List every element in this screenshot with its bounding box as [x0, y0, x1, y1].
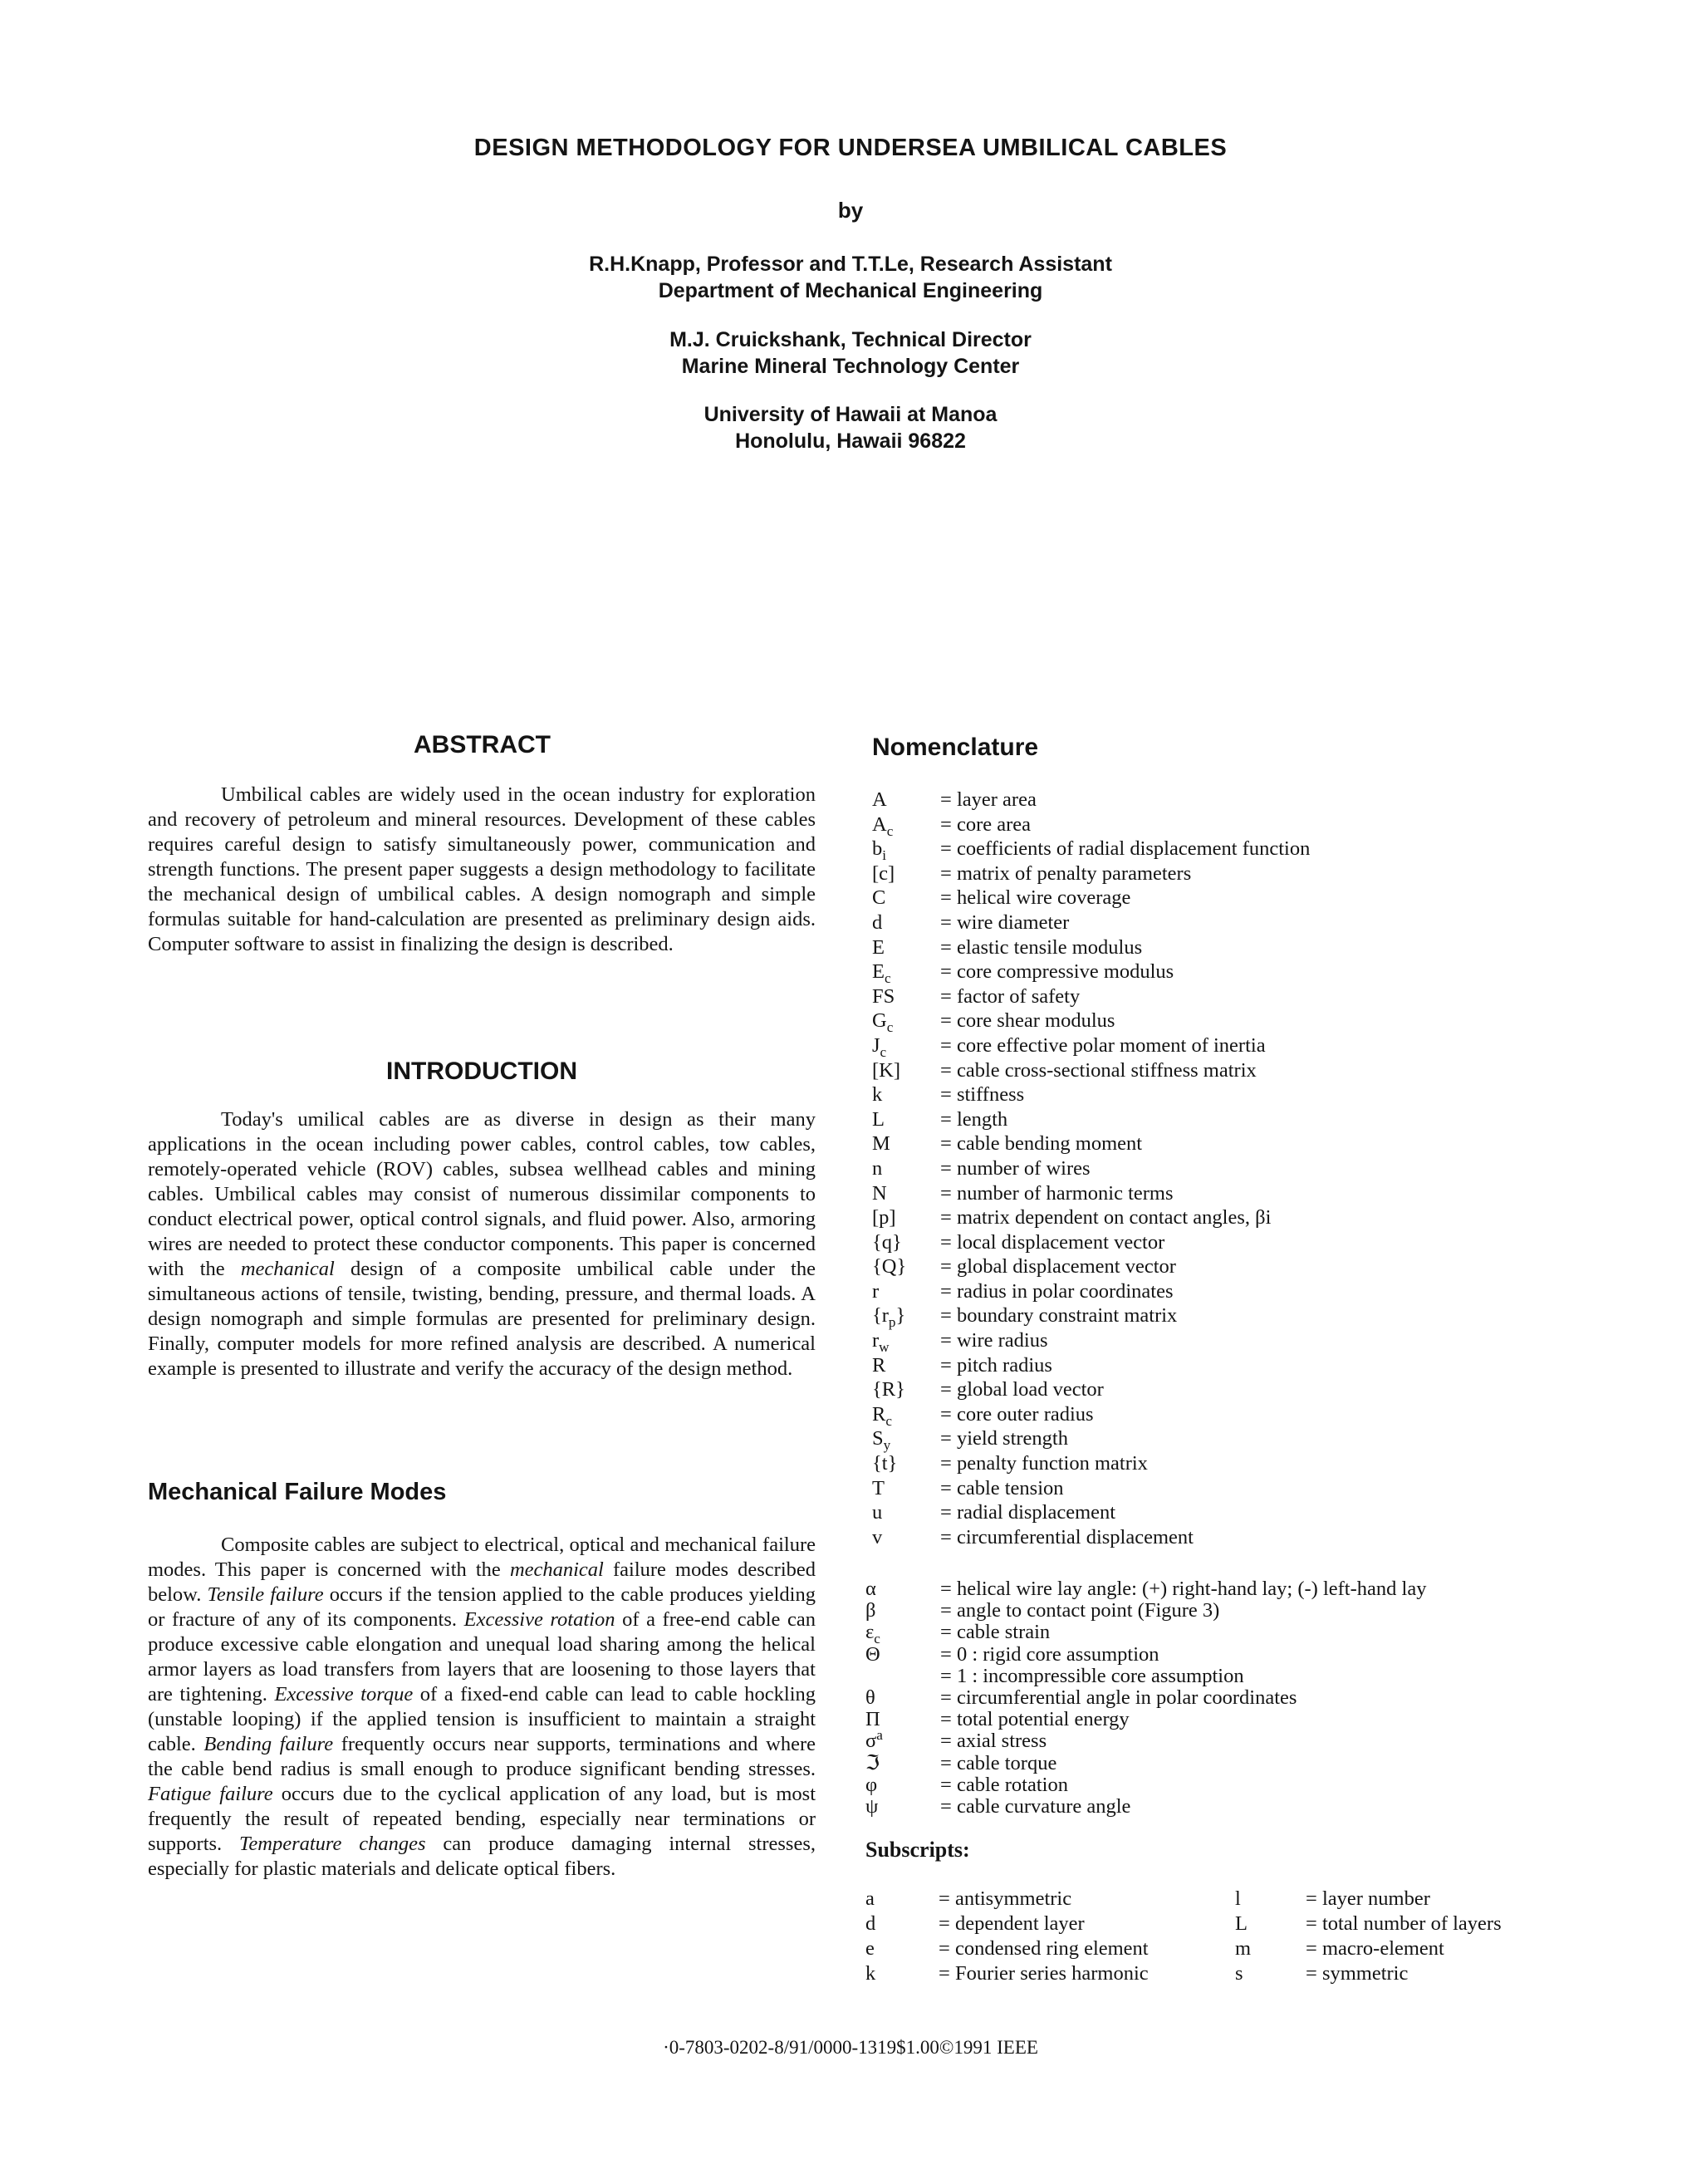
nomenclature-symbol: θ	[865, 1686, 875, 1709]
nomenclature-list	[872, 788, 1661, 1549]
nomenclature-definition: = factor of safety	[940, 984, 1081, 1008]
copyright-footer: ·0-7803-0202-8/91/0000-1319$1.00©1991 IEEE	[663, 2037, 1038, 2058]
introduction-heading: INTRODUCTION	[386, 1058, 577, 1085]
nomenclature-symbol: β	[865, 1599, 876, 1622]
nomenclature-entry	[872, 910, 1661, 935]
nomenclature-definition: = matrix of penalty parameters	[940, 861, 1192, 885]
nomenclature-symbol: [K]	[872, 1058, 901, 1082]
nomenclature-entry	[865, 1727, 1654, 1753]
subscript-entry	[865, 1887, 1654, 1912]
nomenclature-entry	[872, 1426, 1661, 1454]
nomenclature-symbol: Π	[865, 1708, 880, 1731]
nomenclature-symbol: Θ	[865, 1642, 880, 1666]
nomenclature-definition: = length	[940, 1107, 1008, 1131]
nomenclature-entry	[872, 1525, 1661, 1550]
nomenclature-definition: = number of harmonic terms	[940, 1181, 1174, 1205]
nomenclature-symbol: $E_c$	[872, 960, 891, 987]
subscript-symbol: a	[865, 1887, 875, 1910]
nomenclature-entry	[865, 1578, 1654, 1600]
subscript-symbol: d	[865, 1912, 876, 1935]
byline: by	[837, 198, 864, 223]
nomenclature-symbol: $\{r_p\}$	[872, 1304, 906, 1331]
nomenclature-entry	[872, 1082, 1661, 1107]
nomenclature-entry	[872, 886, 1661, 910]
nomenclature-definition: = global load vector	[940, 1378, 1104, 1401]
department-line: Department of Mechanical Engineering	[658, 279, 1043, 302]
introduction-paragraph: Today's umilical cables are as diverse in design as their many applications in the ocean including power cables, control cables, tow cables, remotely-operated vehicle (ROV) cables, subsea wellhead cables and mining cables. Umbilical cables may consist of numerous dissimilar components to conduct electrical power, optical control signals, and fluid power. Also, armoring wires are needed to protect these conductor components. This paper is concerned with the mechanical design of a composite umbilical cable under the simultaneous actions of tensile, twisting, bending, pressure, and thermal loads. A design nomograph and simple formulas are presented for preliminary design. Finally, computer models for more refined analysis are described. A numerical example is presented to illustrate and verify the accuracy of the design method.	[148, 1108, 816, 1380]
nomenclature-symbol: φ	[865, 1773, 878, 1796]
nomenclature-entry	[872, 1377, 1661, 1402]
nomenclature-symbol: d	[872, 910, 883, 934]
failure-modes-heading: Mechanical Failure Modes	[148, 1479, 447, 1505]
nomenclature-definition: = stiffness	[940, 1083, 1025, 1107]
nomenclature-entry	[865, 1644, 1654, 1666]
nomenclature-definition: = cable torque	[940, 1751, 1057, 1774]
nomenclature-symbol: r	[872, 1279, 880, 1303]
subscript-symbol: e	[865, 1937, 875, 1960]
nomenclature-entry	[865, 1796, 1654, 1818]
nomenclature-symbol: {Q}	[872, 1255, 907, 1278]
nomenclature-symbol: $G_c$	[872, 1009, 894, 1036]
subscript-symbol: m	[1235, 1937, 1252, 1960]
institution-block	[0, 401, 1701, 454]
nomenclature-definition: = core compressive modulus	[940, 960, 1174, 984]
subscript-symbol: s	[1235, 1962, 1243, 1985]
nomenclature-definition: = number of wires	[940, 1156, 1091, 1180]
nomenclature-definition: = core effective polar moment of inertia	[940, 1033, 1266, 1057]
nomenclature-symbol: M	[872, 1132, 890, 1156]
nomenclature-definition: = 0 : rigid core assumption	[940, 1642, 1159, 1666]
subscript-definition: = layer number	[1306, 1887, 1430, 1910]
nomenclature-definition: = radius in polar coordinates	[940, 1279, 1174, 1303]
nomenclature-definition: = layer area	[940, 788, 1037, 811]
nomenclature-entry	[872, 1328, 1661, 1353]
nomenclature-symbol: {q}	[872, 1230, 902, 1254]
nomenclature-entry	[872, 837, 1661, 864]
failure-modes-body	[148, 1533, 816, 1882]
abstract-body	[148, 783, 816, 957]
subscript-definition: = condensed ring element	[939, 1937, 1149, 1960]
nomenclature-entry	[872, 1476, 1661, 1501]
nomenclature-symbol: $\sigma^a$	[865, 1727, 883, 1753]
failure-modes-paragraph: Composite cables are subject to electrical, optical and mechanical failure modes. This paper is concerned with the mechanical failure modes described below. Tensile failure occurs if the tension applied to the cable produces yielding or fracture of any of its components. Excessive rotation of a free-end cable can produce excessive cable elongation and unequal load sharing among the helical armor layers as load transfers from layers that are loosening to those layers that are tightening. Excessive torque of a fixed-end cable can lead to cable hockling (unstable looping) if the applied tension is insufficient to maintain a straight cable. Bending failure frequently occurs near supports, terminations and where the cable bend radius is small enough to produce significant bending stresses. Fatigue failure occurs due to the cyclical application of any load, but is most frequently the result of repeated bending, especially near terminations or supports. Temperature changes can produce damaging internal stresses, especially for plastic materials and delicate optical fibers.	[148, 1534, 816, 1880]
nomenclature-entry	[872, 788, 1661, 812]
nomenclature-definition: = cable curvature angle	[940, 1794, 1131, 1818]
nomenclature-symbol: {t}	[872, 1452, 898, 1475]
nomenclature-symbol: u	[872, 1501, 883, 1524]
nomenclature-entry	[872, 812, 1661, 837]
subscript-definition: = macro-element	[1306, 1937, 1444, 1960]
greek-symbol-list	[865, 1578, 1654, 1818]
author-block-1	[0, 251, 1701, 304]
nomenclature-entry	[872, 1451, 1661, 1476]
nomenclature-definition: = cable strain	[940, 1621, 1051, 1644]
nomenclature-entry	[872, 1033, 1661, 1058]
nomenclature-symbol: [p]	[872, 1206, 896, 1229]
nomenclature-entry	[872, 1205, 1661, 1230]
nomenclature-symbol: N	[872, 1181, 887, 1205]
nomenclature-symbol: ℑ	[865, 1751, 880, 1774]
nomenclature-entry	[865, 1774, 1654, 1796]
nomenclature-definition: = cable bending moment	[940, 1132, 1143, 1156]
nomenclature-definition: = wire diameter	[940, 910, 1070, 934]
nomenclature-definition: = cable rotation	[940, 1773, 1068, 1796]
nomenclature-definition: = pitch radius	[940, 1353, 1052, 1377]
nomenclature-entry	[872, 1058, 1661, 1083]
nomenclature-entry	[872, 1402, 1661, 1427]
nomenclature-entry	[865, 1621, 1654, 1647]
nomenclature-entry	[872, 1131, 1661, 1156]
nomenclature-symbol: α	[865, 1578, 876, 1600]
subscript-definition: = total number of layers	[1306, 1912, 1502, 1935]
nomenclature-entry	[872, 1107, 1661, 1132]
nomenclature-entry	[872, 1156, 1661, 1181]
emphasis: mechanical	[240, 1258, 335, 1280]
nomenclature-definition: = radial displacement	[940, 1501, 1116, 1524]
subscript-definition: = Fourier series harmonic	[939, 1962, 1149, 1985]
nomenclature-symbol: E	[872, 935, 885, 959]
nomenclature-definition: = wire radius	[940, 1329, 1048, 1352]
subscript-entry	[865, 1961, 1654, 1986]
nomenclature-definition: = elastic tensile modulus	[940, 935, 1143, 959]
subscript-entry	[865, 1912, 1654, 1936]
nomenclature-definition: = penalty function matrix	[940, 1452, 1148, 1475]
nomenclature-definition: = local displacement vector	[940, 1230, 1165, 1254]
nomenclature-definition: = total potential energy	[940, 1708, 1130, 1731]
nomenclature-definition: = 1 : incompressible core assumption	[940, 1664, 1244, 1687]
nomenclature-symbol: $R_c$	[872, 1402, 892, 1429]
nomenclature-definition: = angle to contact point (Figure 3)	[940, 1599, 1220, 1622]
nomenclature-entry	[872, 984, 1661, 1009]
nomenclature-definition: = helical wire lay angle: (+) right-hand lay; (-) left-hand lay	[940, 1578, 1427, 1600]
nomenclature-definition: = core outer radius	[940, 1402, 1094, 1426]
nomenclature-entry	[872, 1254, 1661, 1279]
nomenclature-symbol: $S_y$	[872, 1427, 891, 1454]
nomenclature-symbol: C	[872, 886, 886, 910]
subscripts-list	[865, 1887, 1654, 1986]
nomenclature-symbol: $r_w$	[872, 1329, 890, 1355]
subscript-symbol: k	[865, 1962, 876, 1985]
nomenclature-definition: = core shear modulus	[940, 1009, 1115, 1033]
subscripts-heading: Subscripts:	[865, 1838, 970, 1862]
nomenclature-definition: = axial stress	[940, 1730, 1047, 1753]
author-block-2	[0, 326, 1701, 380]
nomenclature-definition: = helical wire coverage	[940, 886, 1131, 910]
nomenclature-definition: = circumferential angle in polar coordinates	[940, 1686, 1297, 1709]
nomenclature-symbol: v	[872, 1525, 883, 1548]
nomenclature-entry	[872, 1009, 1661, 1036]
institution-line: University of Hawaii at Manoa	[703, 403, 998, 426]
nomenclature-symbol: $A_c$	[872, 812, 894, 839]
nomenclature-entry	[865, 1666, 1654, 1687]
nomenclature-definition: = global displacement vector	[940, 1255, 1176, 1278]
nomenclature-symbol: [c]	[872, 861, 895, 885]
subscript-definition: = antisymmetric	[939, 1887, 1072, 1910]
nomenclature-entry	[865, 1709, 1654, 1730]
nomenclature-entry	[872, 1279, 1661, 1304]
department-line: Marine Mineral Technology Center	[681, 355, 1020, 378]
nomenclature-definition: = boundary constraint matrix	[940, 1304, 1178, 1328]
nomenclature-symbol: T	[872, 1476, 885, 1499]
nomenclature-entry	[872, 861, 1661, 886]
nomenclature-definition: = cable tension	[940, 1476, 1064, 1499]
nomenclature-entry	[872, 1353, 1661, 1378]
nomenclature-symbol: ψ	[865, 1794, 879, 1818]
author-line: M.J. Cruickshank, Technical Director	[669, 328, 1032, 351]
nomenclature-symbol: R	[872, 1353, 886, 1377]
nomenclature-definition: = coefficients of radial displacement function	[940, 837, 1311, 861]
nomenclature-entry	[872, 935, 1661, 960]
abstract-heading: ABSTRACT	[414, 731, 551, 758]
subscript-definition: = dependent layer	[939, 1912, 1085, 1935]
author-line: R.H.Knapp, Professor and T.T.Le, Research Assistant	[589, 253, 1112, 276]
nomenclature-definition: = matrix dependent on contact angles, βi	[940, 1206, 1272, 1229]
nomenclature-symbol: $b_i$	[872, 837, 887, 864]
nomenclature-symbol: {R}	[872, 1378, 905, 1401]
nomenclature-definition: = yield strength	[940, 1427, 1068, 1450]
subscript-entry	[865, 1936, 1654, 1961]
nomenclature-symbol: A	[872, 788, 887, 811]
nomenclature-entry	[872, 1181, 1661, 1206]
nomenclature-definition: = circumferential displacement	[940, 1525, 1194, 1548]
nomenclature-symbol: $\varepsilon_c$	[865, 1621, 880, 1647]
nomenclature-entry	[872, 959, 1661, 987]
nomenclature-symbol: n	[872, 1156, 883, 1180]
nomenclature-entry	[865, 1600, 1654, 1622]
nomenclature-symbol: FS	[872, 984, 895, 1008]
subscript-symbol: L	[1235, 1912, 1248, 1935]
nomenclature-heading: Nomenclature	[872, 734, 1039, 761]
nomenclature-entry	[865, 1687, 1654, 1709]
subscript-symbol: l	[1235, 1887, 1241, 1910]
nomenclature-entry	[872, 1303, 1661, 1331]
nomenclature-entry	[865, 1753, 1654, 1774]
address-line: Honolulu, Hawaii 96822	[735, 429, 966, 453]
introduction-body	[148, 1107, 816, 1382]
nomenclature-symbol: L	[872, 1107, 885, 1131]
abstract-paragraph: Umbilical cables are widely used in the ocean industry for exploration and recovery of petroleum and mineral resources. Development of these cables requires careful design to satisfy simultaneously power, communication and strength functions. The present paper suggests a design methodology to facilitate the mechanical design of umbilical cables. A design nomograph and simple formulas suitable for hand-calculation are presented as preliminary design aids. Computer software to assist in finalizing the design is described.	[148, 783, 816, 955]
nomenclature-symbol: $J_c$	[872, 1033, 887, 1060]
nomenclature-entry	[872, 1230, 1661, 1255]
paper-title: DESIGN METHODOLOGY FOR UNDERSEA UMBILICAL CABLES	[473, 135, 1228, 161]
nomenclature-symbol: k	[872, 1083, 883, 1107]
nomenclature-entry	[872, 1500, 1661, 1525]
subscript-definition: = symmetric	[1306, 1962, 1409, 1985]
nomenclature-definition: = cable cross-sectional stiffness matrix	[940, 1058, 1257, 1082]
nomenclature-definition: = core area	[940, 812, 1032, 836]
